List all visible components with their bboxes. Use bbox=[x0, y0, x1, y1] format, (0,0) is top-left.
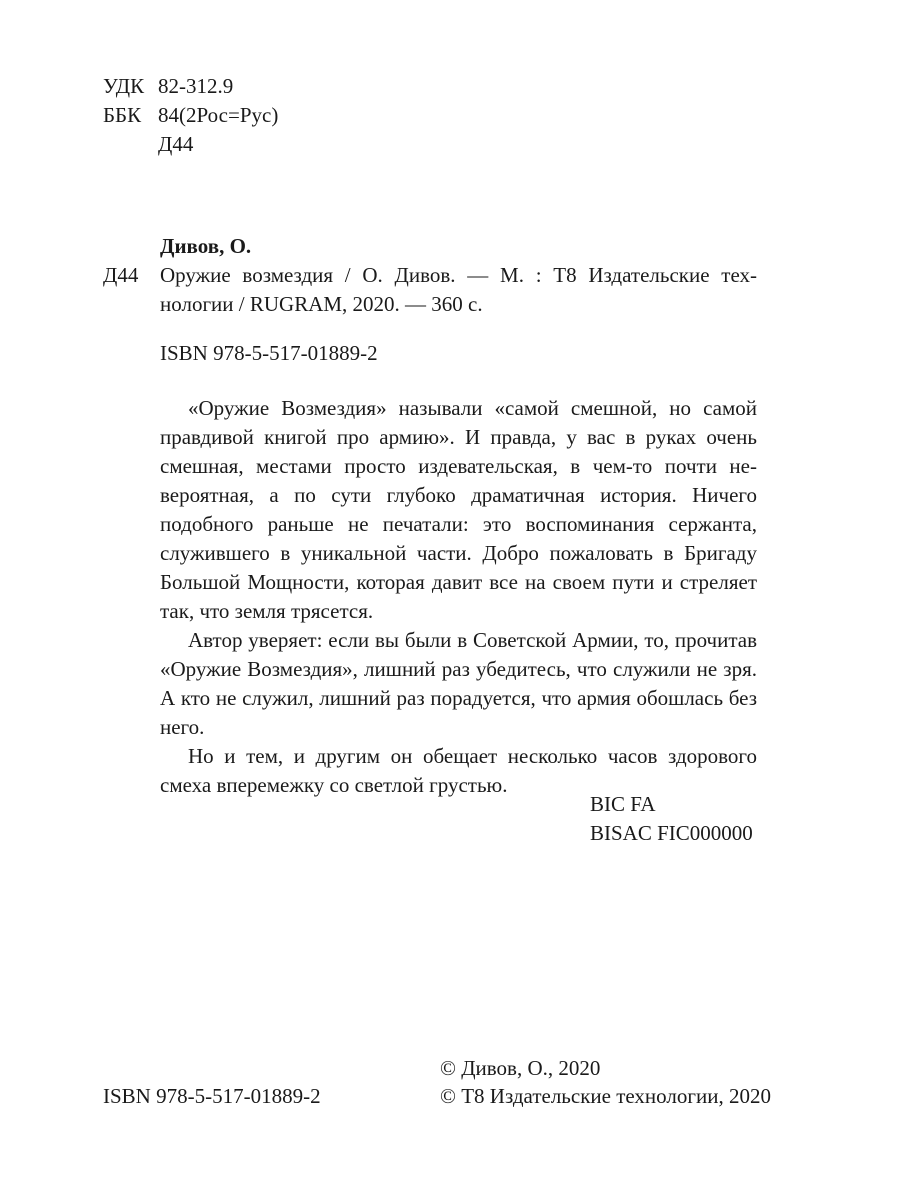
bic-code: BIC FA bbox=[590, 792, 656, 816]
copyright-publisher: © Т8 Издательские технологии, 2020 bbox=[440, 1084, 771, 1108]
author-mark: Д44 bbox=[158, 132, 194, 156]
subject-codes bbox=[590, 790, 753, 848]
annotation-paragraph: «Оружие Возмездия» называли «самой смешной, но самой правдивой книгой про армию». И правда, у вас в руках очень смешная, местами просто издевательская, в чем-то почти невероятная, а по сути глубоко драматичная история. Ничего подобного раньше не печатали: это воспоминания сержанта, служившего в уникальной части. Добро пожаловать в Бригаду Большой Мощности, которая давит все на своем пути и стреляет так, что земля трясется. bbox=[160, 396, 757, 623]
entry-author-code: Д44 bbox=[103, 263, 139, 287]
classification-block bbox=[103, 72, 278, 159]
bbk-row bbox=[103, 101, 278, 130]
author-mark-row bbox=[103, 130, 278, 159]
bbk-label: ББК bbox=[103, 103, 142, 127]
bibliographic-description: Оружие возмездия / О. Дивов. — М. : Т8 Издательские технологии / RUGRAM, 2020. — 360 с. bbox=[160, 263, 757, 316]
udk-label: УДК bbox=[103, 74, 145, 98]
bisac-code: BISAC FIC000000 bbox=[590, 821, 753, 845]
copyright-author: © Дивов, О., 2020 bbox=[440, 1056, 601, 1080]
annotation-paragraph: Но и тем, и другим он обещает несколько часов здорового смеха вперемежку со светлой грустью. bbox=[160, 744, 757, 797]
entry-isbn: ISBN 978-5-517-01889-2 bbox=[160, 341, 378, 365]
bbk-value: 84(2Рос=Рус) bbox=[158, 103, 279, 127]
annotation-paragraph: Автор уверяет: если вы были в Советской Армии, то, прочитав «Оружие Возмездия», лишний раз убедитесь, что служили не зря. А кто не служил, лишний раз порадуется, что армия обошлась без него. bbox=[160, 628, 757, 739]
footer-isbn: ISBN 978-5-517-01889-2 bbox=[103, 1084, 321, 1108]
udk-row bbox=[103, 72, 278, 101]
annotation bbox=[160, 394, 757, 800]
copyright-block bbox=[440, 1054, 771, 1110]
entry-author: Дивов, О. bbox=[160, 234, 252, 258]
udk-value: 82-312.9 bbox=[158, 74, 234, 98]
